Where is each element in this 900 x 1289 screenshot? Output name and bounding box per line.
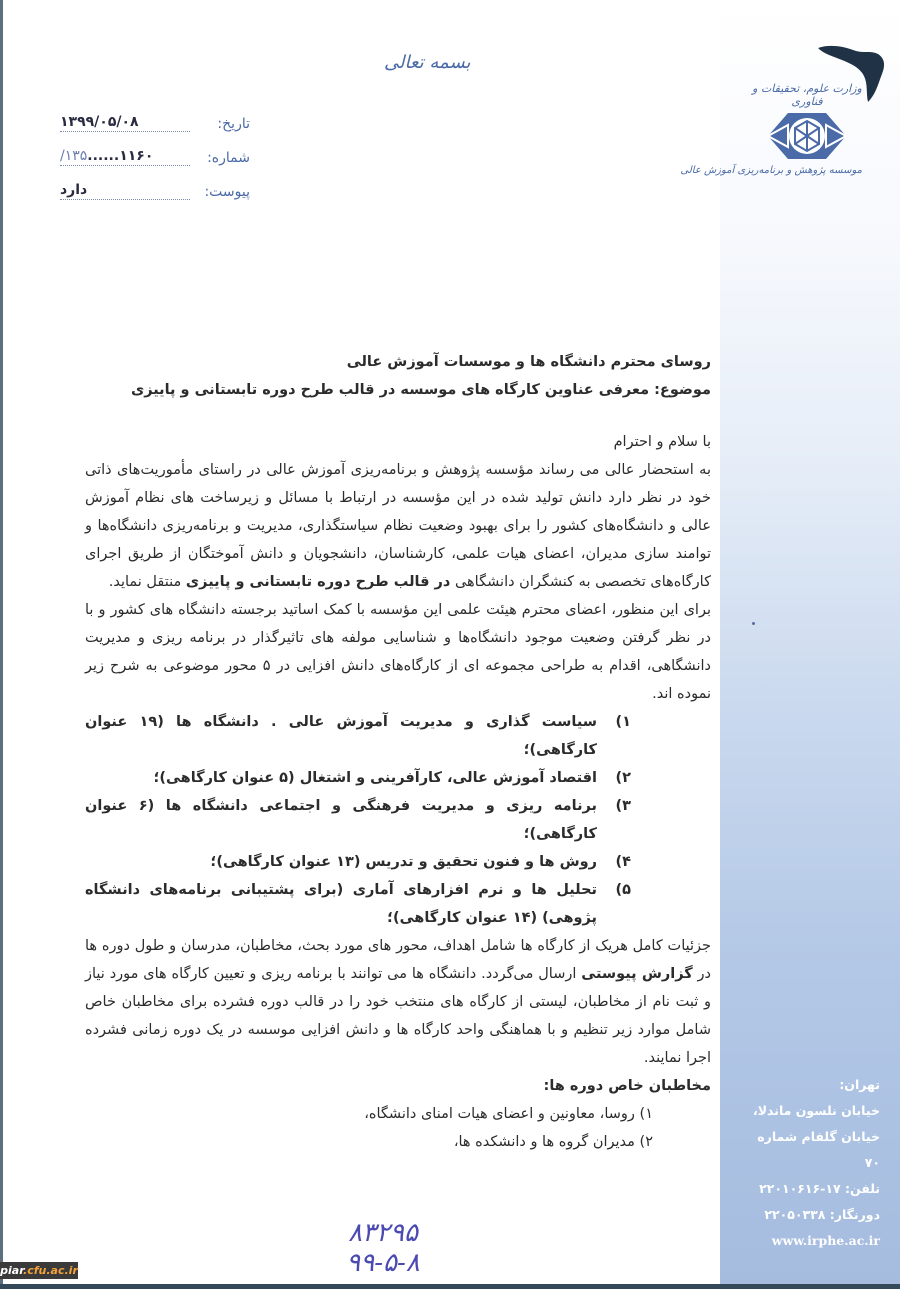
topic-item [85,792,711,848]
watermark-prefix: piar [0,1264,24,1277]
topic-text: برنامه ریزی و مدیریت فرهنگی و اجتماعی دانشگاه ها (۶ عنوان کارگاهی)؛ [85,798,597,842]
topic-text: تحلیل ها و نرم افزارهای آماری (برای پشتیبانی برنامه‌های دانشگاه پژوهی) (۱۴ عنوان کارگاهی)؛ [85,882,597,926]
meta-date-label: تاریخ: [217,116,250,132]
topic-text: سیاست گذاری و مدیریت آموزش عالی . دانشگاه ها (۱۹ عنوان کارگاهی)؛ [85,714,597,758]
source-watermark [0,1262,78,1279]
scan-left-edge [0,0,3,1289]
address-fax: دورنگار: ۲۲۰۵۰۳۳۸ [764,1207,880,1222]
topic-item [85,848,711,876]
address-website-link[interactable]: www.irphe.ac.ir [771,1233,880,1248]
topic-text: اقتصاد آموزش عالی، کارآفرینی و اشتغال (۵ عنوان کارگاهی)؛ [153,770,597,786]
watermark-suffix: .cfu.ac.ir [23,1264,78,1277]
paragraph-purpose: برای این منظور، اعضای محترم هیئت علمی این مؤسسه با کمک اساتید برجسته دانشگاه های کشور و با در نظر گرفتن وضعیت موجود دانشگاه‌ها و شناسایی مولفه های تاثیرگذار در برنامه ریزی و مدیریت دانشگاهی، اقدام به طراحی مجموعه ای از کارگاه‌های دانش افزایی در ۵ محور موضوعی به شرح زیر نموده اند. [85,602,711,702]
greeting: با سلام و احترام [613,434,711,450]
handwritten-registration [318,1218,448,1278]
topic-number: ۴) [615,854,631,870]
address-street2: خیابان گلفام شماره ۷۰ [757,1129,880,1170]
intro-bold-text: در قالب طرح دوره تابستانی و پاییزی [185,574,451,590]
number-text: ۱۱۶۰ [119,148,154,164]
details-text: جزئیات کامل هریک از کارگاه ها شامل اهداف، محور های مورد بحث، مخاطبان، مدرسان و طول دوره ها در [85,938,711,982]
letter-meta-block [60,98,250,200]
handwritten-date: ۹۹-۵-۸ [346,1248,420,1278]
ministry-name: وزارت علوم، تحقیقات و فناوری [752,82,862,108]
topic-number: ۵) [615,882,631,898]
topic-number: ۳) [615,798,631,814]
intro-text: به استحضار عالی می رساند مؤسسه پژوهش و برنامه‌ریزی آموزش عالی در راستای مأموریت‌های ذاتی خود در نظر دارد دانش تولید شده در این مؤسسه در ارتباط با مسائل و زیرساخت های نظام آموزش عالی و دانشگاه‌های کشور را برای بهبود وضعیت نظام سیاستگذاری، مدیریت و برنامه‌ریزی دانشگاه‌ها و توامند سازی مدیران، اعضای هیات علمی، کارشناسان، دانشجویان و دانش آموختگان از طریق اجرای کارگاه‌های تخصصی به کنشگران دانشگاهی [85,462,711,590]
topic-list [85,708,711,932]
number-prefix: ۱۳۵/ [60,148,88,164]
topic-number: ۱) [615,714,631,730]
addressee: روسای محترم دانشگاه ها و موسسات آموزش عالی [346,354,711,370]
audience-list [85,1100,711,1156]
audience-heading: مخاطبان خاص دوره ها: [543,1078,711,1094]
meta-attachment-row [60,166,250,200]
address-street1: خیابان نلسون ماندلا، [753,1103,880,1118]
scan-speck [752,622,755,625]
attachment-text: دارد [60,182,88,198]
paragraph-intro [85,456,711,596]
meta-attachment-label: پیوست: [204,184,250,200]
meta-attachment-value [60,182,190,200]
irphe-hexagon-logo-icon [766,111,848,161]
audience-item: ۲) مدیران گروه ها و دانشکده ها، [453,1134,653,1150]
meta-date-value [60,114,190,132]
meta-number-value: ۱۱۶۰......۱۳۵/ [60,148,190,166]
topic-number: ۲) [615,770,631,786]
details-end-text: ارسال می‌گردد. دانشگاه ها می توانند با برنامه ریزی و تعیین کارگاه های مورد نیاز و ثبت نام از مخاطبان، لیستی از کارگاه های منتخب خود را در قالب دوره فشرده برای مخاطبان خاص شامل موارد زیر تنظیم و با هماهنگی واحد کارگاه ها و دانش افزایی موسسه در یک دوره زمانی فشرده اجرا نمایند. [85,966,711,1066]
topic-item [85,764,711,792]
attached-report-text: گزارش پیوستی [581,966,693,982]
paragraph-details [85,932,711,1072]
audience-item: ۱) روسا، معاونین و اعضای هیات امنای دانشگاه، [364,1106,653,1122]
scan-bottom-edge [0,1284,900,1289]
institute-address [745,1072,880,1254]
meta-number-row [60,132,250,166]
topic-text: روش ها و فنون تحقیق و تدریس (۱۳ عنوان کارگاهی)؛ [210,854,597,870]
address-phone: تلفن: ۱۷-۲۲۰۱۰۶۱۶ [759,1181,880,1196]
meta-number-label: شماره: [207,150,250,166]
address-city: تهران: [839,1077,880,1092]
date-text: ۱۳۹۹/۰۵/۰۸ [60,114,139,130]
meta-date-row [60,98,250,132]
institute-name: موسسه پژوهش و برنامه‌ریزی آموزش عالی [680,165,862,176]
topic-item [85,708,711,764]
intro-end-text: منتقل نماید. [108,574,186,590]
institute-logo [680,82,862,192]
letter-body [85,348,711,1156]
basmala-heading: بسمه تعالی [384,52,471,73]
topic-item [85,876,711,932]
subject-line: موضوع: معرفی عناوین کارگاه های موسسه در قالب طرح دوره تابستانی و پاییزی [130,382,711,398]
handwritten-number: ۸۳۲۹۵ [348,1218,418,1248]
